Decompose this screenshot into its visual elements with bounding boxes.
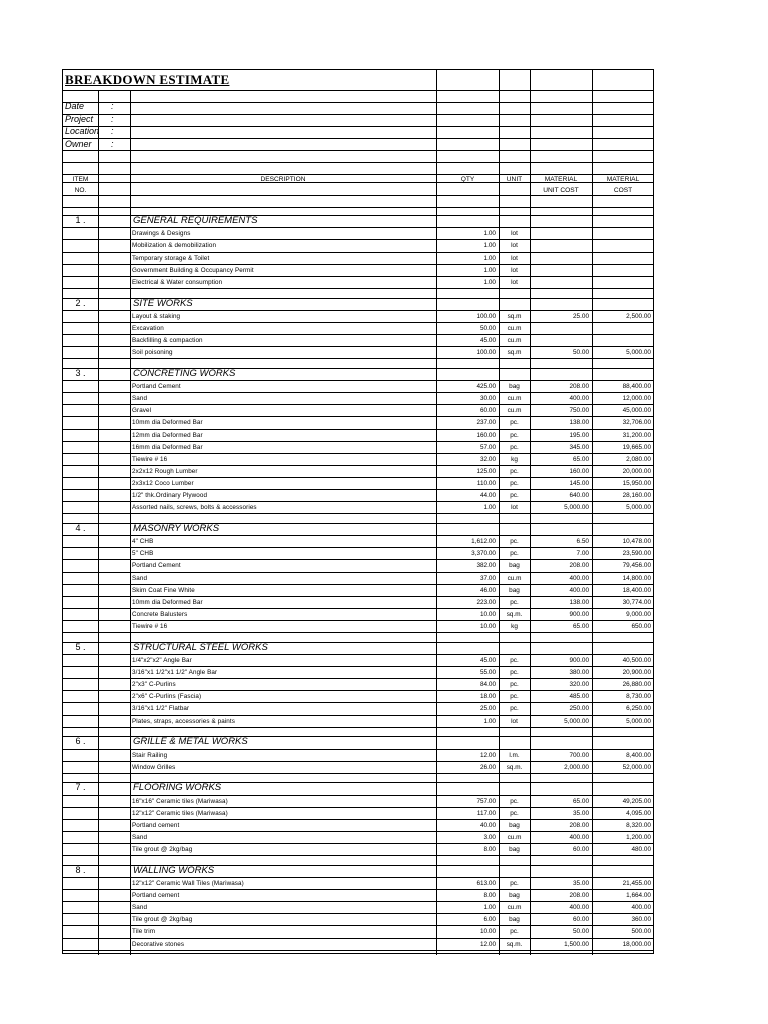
section-title: GRILLE & METAL WORKS [133,736,248,748]
item-unit: pc. [510,598,519,606]
item-cost: 650.00 [631,623,651,631]
item-cost: 8,320.00 [626,821,651,829]
item-unit: lot [511,717,518,725]
item-unit-cost: 400.00 [569,395,589,403]
item-unit: pc. [510,681,519,689]
item-description: Portland cement [132,821,180,829]
item-qty: 10.00 [480,623,496,631]
info-colon: : [111,138,114,149]
item-description: Tiewire # 16 [132,455,168,463]
item-qty: 84.00 [480,681,496,689]
item-qty: 382.00 [476,562,496,570]
section-title: STRUCTURAL STEEL WORKS [133,641,268,653]
header-line [63,126,653,127]
item-description: Tiewire # 16 [132,623,168,631]
item-qty: 100.00 [476,312,496,320]
item-qty: 12.00 [480,940,496,948]
item-description: Soil poisoning [132,349,173,357]
item-description: Sand [132,833,148,841]
item-cost: 18,400.00 [622,586,651,594]
item-cost: 5,000.00 [626,717,651,725]
item-cost: 20,900.00 [622,669,651,677]
item-cost: 4,095.00 [626,809,651,817]
item-cost: 10,478.00 [622,538,651,546]
item-description: Sand [132,904,148,912]
item-unit-cost: 195.00 [569,431,589,439]
item-unit: sq.m. [506,763,523,771]
item-unit: kg [511,455,518,463]
item-qty: 1,612.00 [471,538,496,546]
item-unit-cost: 900.00 [569,610,589,618]
header-line [63,162,653,163]
item-description: 2"x6" C-Purlins (Fascia) [132,693,202,701]
item-qty: 26.00 [480,763,496,771]
item-cost: 1,664.00 [626,892,651,900]
section-number: 4 . [75,523,86,534]
item-qty: 3.00 [483,833,496,841]
item-cost: 18,000.00 [622,940,651,948]
item-unit: pc. [510,797,519,805]
item-cost: 400.00 [631,904,651,912]
item-unit: cu.m [507,337,522,345]
item-description: Drawings & Designs [132,230,191,238]
row-line [63,727,653,728]
row-line [63,288,653,289]
row-line [63,950,653,951]
item-unit-cost: 35.00 [573,879,589,887]
item-cost: 21,455.00 [622,879,651,887]
header-line [63,138,653,139]
item-unit-cost: 485.00 [569,693,589,701]
info-label: Owner [65,138,92,149]
item-unit: pc. [510,656,519,664]
item-qty: 30.00 [480,395,496,403]
item-description: 3/16"x1 1/2"x1 1/2" Angle Bar [132,669,218,677]
item-description: Concrete Balusters [132,610,188,618]
item-qty: 1.00 [483,242,496,250]
header-qty: QTY [460,176,475,183]
section-number: 1 . [75,215,86,226]
item-description: 1/4"x2"x2" Angle Bar [132,656,192,664]
item-description: Government Building & Occupancy Permit [132,266,254,274]
item-unit-cost: 250.00 [569,705,589,713]
item-unit: sq.m. [506,610,523,618]
item-qty: 60.00 [480,407,496,415]
item-qty: 3,370.00 [471,550,496,558]
header-line [63,150,653,151]
item-unit: lot [511,230,518,238]
item-qty: 1.00 [483,278,496,286]
item-unit: sq.m [507,312,522,320]
item-description: Tile grout @ 2kg/bag [132,916,193,924]
item-cost: 49,205.00 [622,797,651,805]
item-qty: 100.00 [476,349,496,357]
item-unit: kg [511,623,518,631]
item-description: Stair Railing [132,751,168,759]
item-description: Portland cement [132,892,180,900]
item-description: 10mm dia Deformed Bar [132,419,203,427]
item-unit-cost: 138.00 [569,419,589,427]
item-qty: 1.00 [483,254,496,262]
item-unit-cost: 208.00 [569,821,589,829]
item-qty: 44.00 [480,492,496,500]
item-unit-cost: 145.00 [569,480,589,488]
item-unit-cost: 320.00 [569,681,589,689]
item-qty: 125.00 [476,467,496,475]
item-qty: 12.00 [480,751,496,759]
item-description: Gravel [132,407,152,415]
item-unit-cost: 2,000.00 [564,763,589,771]
item-unit: lot [511,254,518,262]
item-cost: 40,500.00 [622,656,651,664]
item-qty: 237.00 [476,419,496,427]
item-unit-cost: 6.50 [576,538,589,546]
item-unit: pc. [510,492,519,500]
item-qty: 757.00 [476,797,496,805]
item-unit-cost: 1,500.00 [564,940,589,948]
section-title: MASONRY WORKS [133,523,220,535]
item-qty: 32.00 [480,455,496,463]
item-unit: bag [509,383,520,391]
item-description: Sand [132,395,148,403]
header-material: MATERIAL [606,176,640,183]
item-cost: 6,250.00 [626,705,651,713]
item-unit-cost: 400.00 [569,586,589,594]
item-unit: cu.m [507,324,522,332]
section-title: FLOORING WORKS [133,782,222,794]
section-number: 3 . [75,367,86,378]
item-qty: 110.00 [476,480,496,488]
item-description: Tile grout @ 2kg/bag [132,846,193,854]
item-cost: 45,000.00 [622,407,651,415]
item-unit: pc. [510,705,519,713]
item-qty: 10.00 [480,928,496,936]
header-no: NO. [74,187,87,194]
item-cost: 28,160.00 [622,492,651,500]
item-description: 3/16"x1 1/2" Flatbar [132,705,190,713]
item-unit: cu.m [507,904,522,912]
section-number: 2 . [75,297,86,308]
item-qty: 8.00 [483,846,496,854]
item-qty: 57.00 [480,443,496,451]
item-unit-cost: 208.00 [569,562,589,570]
item-cost: 52,000.00 [622,763,651,771]
item-unit: bag [509,562,520,570]
item-unit-cost: 750.00 [569,407,589,415]
item-description: 2x3x12 Coco Lumber [132,480,194,488]
info-label: Date [65,101,85,111]
item-description: 1/2" thk.Ordinary Plywood [132,492,208,500]
item-description: Portland Cement [132,383,181,391]
item-description: 12mm dia Deformed Bar [132,431,203,439]
item-qty: 613.00 [476,879,496,887]
item-description: Plates, straps, accessories & paints [132,717,235,725]
page-title: BREAKDOWN ESTIMATE [65,72,230,87]
item-unit-cost: 700.00 [569,751,589,759]
item-qty: 10.00 [480,610,496,618]
item-unit-cost: 208.00 [569,892,589,900]
item-description: 2x2x12 Rough Lumber [132,467,198,475]
header-cost: COST [613,187,633,194]
item-description: 5" CHB [132,550,154,558]
item-description: 16"x16" Ceramic tiles (Mariwasa) [132,797,228,805]
item-unit: pc. [510,480,519,488]
item-unit-cost: 160.00 [569,467,589,475]
item-unit-cost: 5,000.00 [564,717,589,725]
item-unit: pc. [510,669,519,677]
item-description: Electrical & Water consumption [132,278,223,286]
info-colon: : [111,113,114,124]
info-label: Project [65,113,94,124]
item-cost: 8,730.00 [626,693,651,701]
item-unit: sq.m. [506,940,523,948]
row-line [63,855,653,856]
item-unit: lot [511,266,518,274]
header-line [63,114,653,115]
item-unit: pc. [510,928,519,936]
item-unit-cost: 400.00 [569,574,589,582]
item-description: Window Grilles [132,763,176,771]
estimate-sheet [62,69,654,954]
item-description: Skim Coat Fine White [132,586,195,594]
item-qty: 46.00 [480,586,496,594]
item-unit-cost: 60.00 [573,916,589,924]
item-cost: 12,000.00 [622,395,651,403]
item-unit: bag [509,821,520,829]
item-description: Sand [132,574,148,582]
item-description: Tile trim [132,928,156,936]
item-unit: cu.m [507,407,522,415]
item-description: 4" CHB [132,538,154,546]
item-unit: bag [509,916,520,924]
item-qty: 1.00 [483,504,496,512]
item-cost: 9,000.00 [626,610,651,618]
item-unit: pc. [510,879,519,887]
section-number: 6 . [75,736,86,747]
item-description: Backfilling & compaction [132,337,203,345]
item-unit: bag [509,892,520,900]
item-unit-cost: 5,000.00 [564,504,589,512]
item-cost: 360.00 [631,916,651,924]
header-unit-cost: UNIT COST [543,187,579,194]
row-line [63,773,653,774]
item-description: 2"x3" C-Purlins [132,681,176,689]
header-material: MATERIAL [544,176,578,183]
item-unit-cost: 208.00 [569,383,589,391]
item-qty: 8.00 [483,892,496,900]
item-qty: 223.00 [476,598,496,606]
info-colon: : [111,101,114,111]
item-cost: 5,000.00 [626,349,651,357]
item-description: 10mm dia Deformed Bar [132,598,203,606]
item-cost: 5,000.00 [626,504,651,512]
header-unit: UNIT [506,176,523,183]
item-qty: 1.00 [483,230,496,238]
item-cost: 1,200.00 [626,833,651,841]
item-description: Mobilization & demobilization [132,242,217,250]
item-unit: pc. [510,431,519,439]
item-cost: 88,400.00 [622,383,651,391]
item-cost: 23,590.00 [622,550,651,558]
section-title: CONCRETING WORKS [133,367,236,379]
item-cost: 500.00 [631,928,651,936]
item-qty: 37.00 [480,574,496,582]
header-line [63,207,653,208]
row-line [63,632,653,633]
item-description: Layout & staking [132,312,181,320]
item-description: 12"x12" Ceramic Wall Tiles (Mariwasa) [132,879,244,887]
item-qty: 45.00 [480,337,496,345]
item-unit-cost: 7.00 [576,550,589,558]
item-qty: 1.00 [483,717,496,725]
item-unit-cost: 65.00 [573,797,589,805]
item-unit: sq.m [507,349,522,357]
item-unit-cost: 138.00 [569,598,589,606]
item-qty: 117.00 [476,809,496,817]
section-title: WALLING WORKS [133,864,215,876]
item-unit-cost: 900.00 [569,656,589,664]
item-qty: 160.00 [476,431,496,439]
item-cost: 480.00 [631,846,651,854]
item-cost: 32,706.00 [622,419,651,427]
item-cost: 2,080.00 [626,455,651,463]
item-qty: 425.00 [476,383,496,391]
item-description: Decorative stones [132,940,185,948]
item-cost: 19,665.00 [622,443,651,451]
item-unit: lot [511,278,518,286]
item-cost: 31,200.00 [622,431,651,439]
item-unit: cu.m [507,574,522,582]
item-unit: lot [511,504,518,512]
info-label: Location [65,126,100,136]
item-description: 12"x12" Ceramic tiles (Mariwasa) [132,809,228,817]
section-number: 5 . [75,641,86,652]
item-unit: pc. [510,550,519,558]
item-qty: 18.00 [480,693,496,701]
item-unit-cost: 35.00 [573,809,589,817]
item-qty: 55.00 [480,669,496,677]
item-description: Assorted nails, screws, bolts & accessories [132,504,257,512]
header-description: DESCRIPTION [260,176,306,183]
section-number: 7 . [75,782,86,793]
info-colon: : [111,126,114,136]
item-unit-cost: 50.00 [573,349,589,357]
section-title: SITE WORKS [133,297,193,309]
item-unit-cost: 380.00 [569,669,589,677]
item-unit-cost: 400.00 [569,904,589,912]
header-line [63,102,653,103]
item-qty: 50.00 [480,324,496,332]
item-cost: 26,880.00 [622,681,651,689]
item-unit: pc. [510,538,519,546]
item-unit-cost: 25.00 [573,312,589,320]
item-unit: cu.m [507,833,522,841]
section-title: GENERAL REQUIREMENTS [133,215,258,227]
header-item: ITEM [72,176,89,183]
item-unit: pc. [510,443,519,451]
row-line [63,513,653,514]
item-description: 16mm dia Deformed Bar [132,443,203,451]
item-unit-cost: 60.00 [573,846,589,854]
item-unit-cost: 65.00 [573,455,589,463]
item-cost: 15,950.00 [622,480,651,488]
item-qty: 1.00 [483,266,496,274]
item-qty: 45.00 [480,656,496,664]
item-unit-cost: 65.00 [573,623,589,631]
item-unit-cost: 50.00 [573,928,589,936]
item-unit-cost: 640.00 [569,492,589,500]
item-unit: bag [509,846,520,854]
item-unit: l.m. [509,751,520,759]
item-qty: 25.00 [480,705,496,713]
item-description: Temporary storage & Toilet [132,254,210,262]
item-unit-cost: 345.00 [569,443,589,451]
item-qty: 6.00 [483,916,496,924]
item-unit: pc. [510,693,519,701]
item-description: Portland Cement [132,562,181,570]
item-unit: pc. [510,467,519,475]
item-unit: pc. [510,419,519,427]
item-unit-cost: 400.00 [569,833,589,841]
item-unit: cu.m [507,395,522,403]
item-cost: 2,500.00 [626,312,651,320]
section-number: 8 . [75,864,86,875]
item-qty: 40.00 [480,821,496,829]
item-unit: lot [511,242,518,250]
row-line [63,358,653,359]
item-cost: 14,800.00 [622,574,651,582]
item-cost: 30,774.00 [622,598,651,606]
header-line [63,90,653,91]
item-unit: pc. [510,809,519,817]
item-description: Excavation [132,324,164,332]
item-cost: 20,000.00 [622,467,651,475]
item-cost: 8,400.00 [626,751,651,759]
item-unit: bag [509,586,520,594]
item-cost: 79,456.00 [622,562,651,570]
item-qty: 1.00 [483,904,496,912]
